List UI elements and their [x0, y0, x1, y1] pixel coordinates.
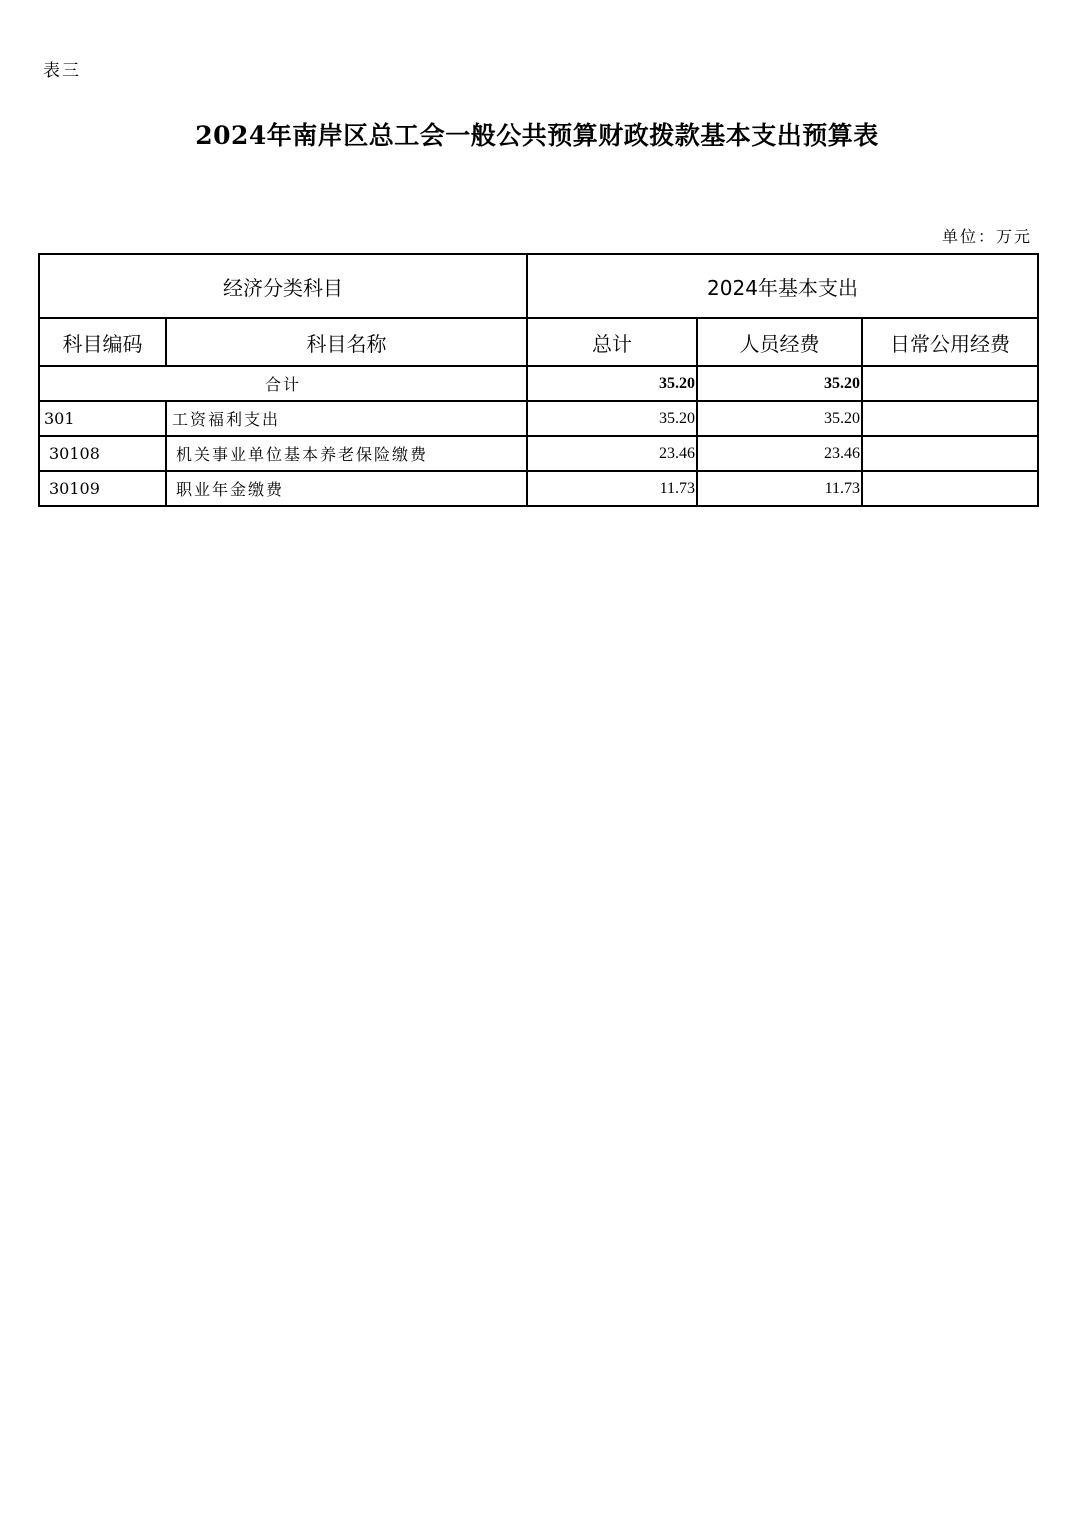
row-total: 23.46 [527, 436, 697, 471]
header-public: 日常公用经费 [862, 318, 1038, 366]
row-name: 工资福利支出 [166, 401, 527, 436]
header-code: 科目编码 [39, 318, 166, 366]
total-total: 35.20 [527, 366, 697, 401]
row-total: 35.20 [527, 401, 697, 436]
group-header-row [39, 254, 1038, 318]
table-label: 表三 [43, 61, 81, 81]
header-expenditure: 2024年基本支出 [527, 254, 1038, 318]
total-public [862, 366, 1038, 401]
header-classification: 经济分类科目 [39, 254, 527, 318]
row-public [862, 436, 1038, 471]
header-total: 总计 [527, 318, 697, 366]
page-title: 2024年南岸区总工会一般公共预算财政拨款基本支出预算表 [195, 121, 879, 150]
row-code: 30109 [39, 471, 166, 506]
table-row [39, 471, 1038, 506]
row-code: 30108 [39, 436, 166, 471]
table-row [39, 401, 1038, 436]
row-total: 11.73 [527, 471, 697, 506]
budget-table [38, 253, 1039, 507]
table-row [39, 436, 1038, 471]
row-name: 机关事业单位基本养老保险缴费 [166, 436, 527, 471]
total-label: 合计 [39, 366, 527, 401]
header-personnel: 人员经费 [697, 318, 862, 366]
column-header-row [39, 318, 1038, 366]
row-personnel: 35.20 [697, 401, 862, 436]
total-personnel: 35.20 [697, 366, 862, 401]
row-personnel: 11.73 [697, 471, 862, 506]
row-code: 301 [39, 401, 166, 436]
total-row [39, 366, 1038, 401]
header-name: 科目名称 [166, 318, 527, 366]
unit-note: 单位：万元 [941, 227, 1032, 246]
row-personnel: 23.46 [697, 436, 862, 471]
row-public [862, 401, 1038, 436]
row-public [862, 471, 1038, 506]
row-name: 职业年金缴费 [166, 471, 527, 506]
